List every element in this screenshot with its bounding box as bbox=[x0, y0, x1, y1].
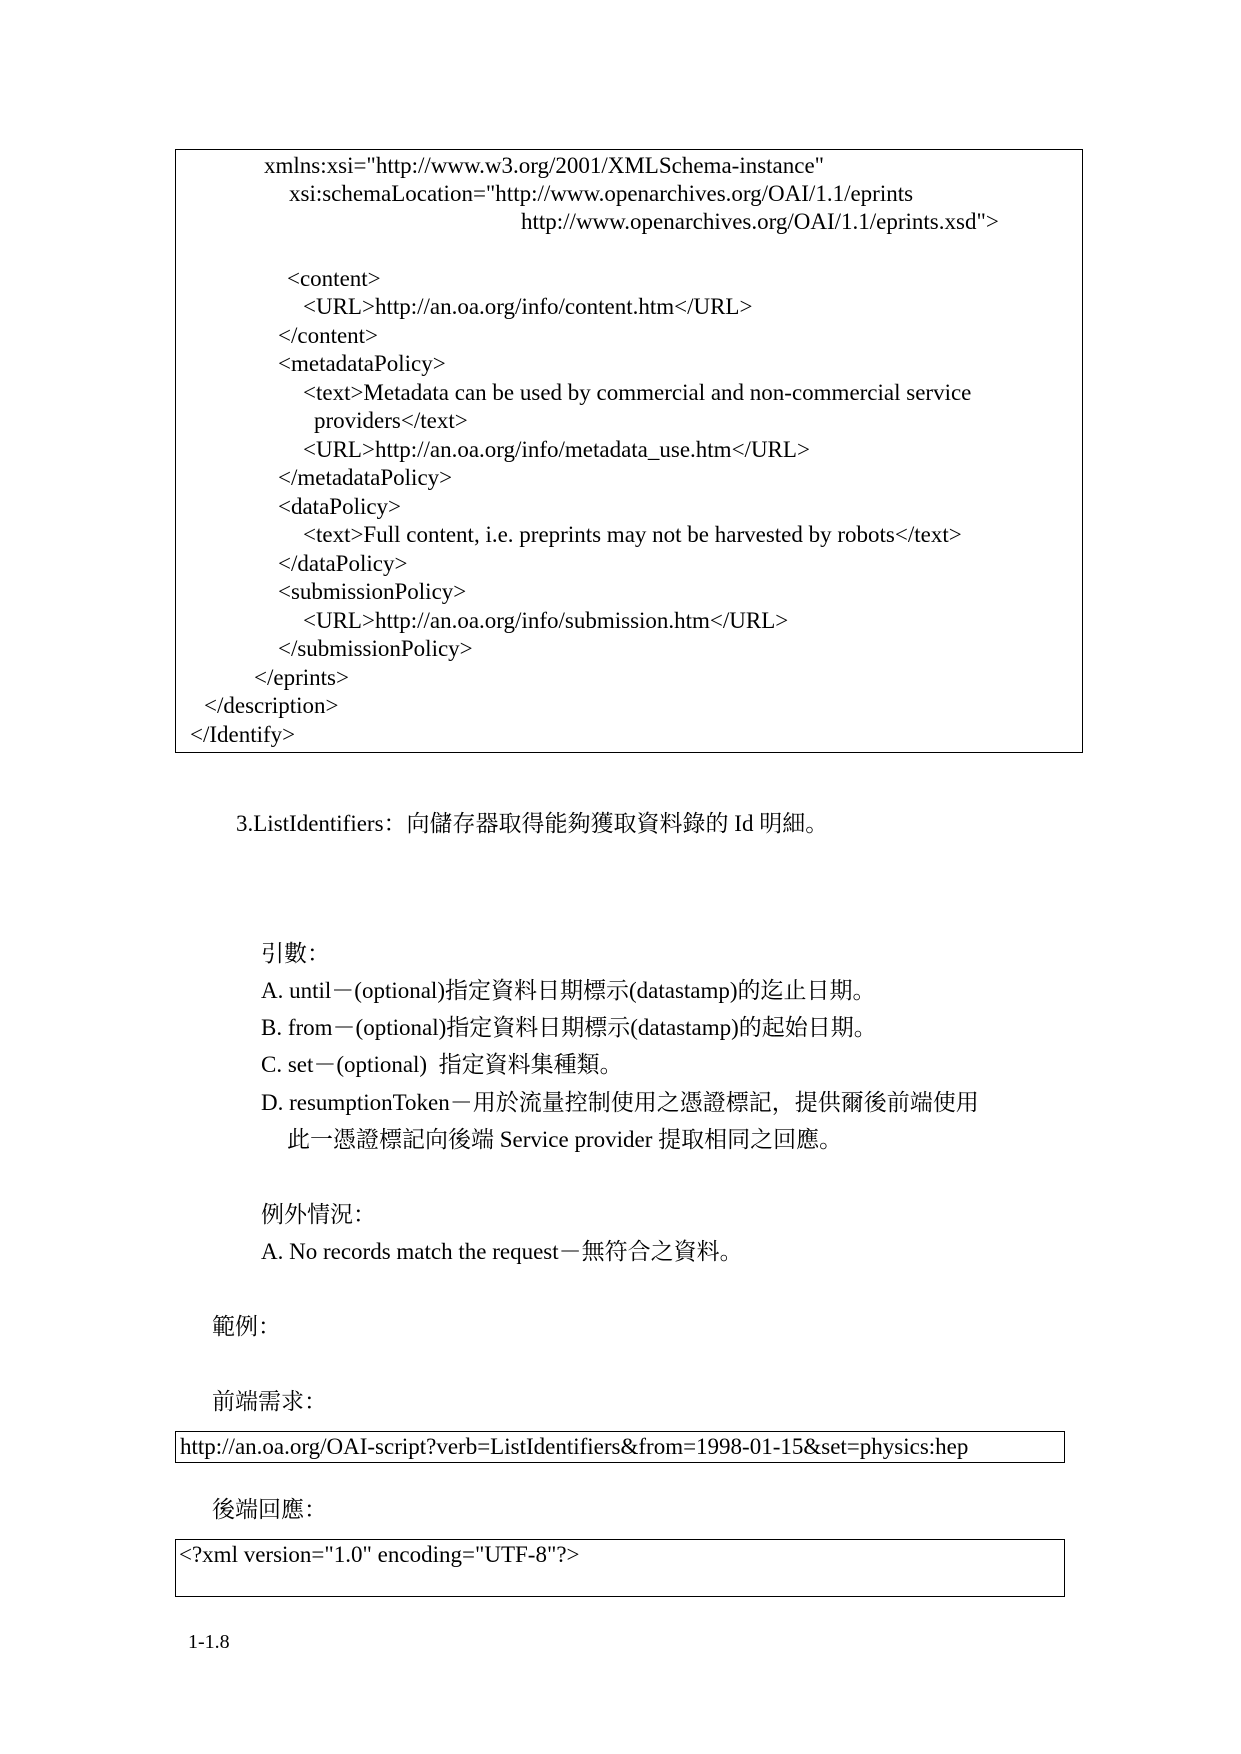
argument-item: C. set－(optional) 指定資料集種類。 bbox=[261, 1052, 623, 1077]
code-line: <content> bbox=[287, 266, 381, 291]
argument-item: B. from－(optional)指定資料日期標示(datastamp)的起始日期。 bbox=[261, 1015, 877, 1040]
code-line: </Identify> bbox=[190, 722, 296, 747]
code-line: </metadataPolicy> bbox=[278, 465, 453, 490]
code-line: </content> bbox=[278, 323, 379, 348]
page-number: 1-1.8 bbox=[188, 1631, 230, 1653]
response-label: 後端回應： bbox=[212, 1497, 327, 1522]
code-line: providers</text> bbox=[314, 408, 468, 433]
argument-item: A. until－(optional)指定資料日期標示(datastamp)的迄止日期。 bbox=[261, 978, 876, 1003]
code-line: <URL>http://an.oa.org/info/content.htm</URL> bbox=[303, 294, 753, 319]
argument-item-continued: 此一憑證標記向後端 Service provider 提取相同之回應。 bbox=[287, 1127, 843, 1152]
code-line: http://www.openarchives.org/OAI/1.1/eprints.xsd"> bbox=[521, 209, 999, 234]
code-line: <metadataPolicy> bbox=[278, 351, 446, 376]
request-url-box bbox=[175, 1431, 1065, 1463]
code-line: xmlns:xsi="http://www.w3.org/2001/XMLSchema-instance" bbox=[264, 153, 825, 178]
code-line: <dataPolicy> bbox=[278, 494, 402, 519]
code-line: <URL>http://an.oa.org/info/submission.htm</URL> bbox=[303, 608, 789, 633]
code-line: </dataPolicy> bbox=[278, 551, 408, 576]
arguments-label: 引數： bbox=[261, 941, 330, 966]
code-line: <submissionPolicy> bbox=[278, 579, 467, 604]
argument-item: D. resumptionToken－用於流量控制使用之憑證標記，提供爾後前端使用 bbox=[261, 1090, 979, 1115]
response-xml-line: <?xml version="1.0" encoding="UTF-8"?> bbox=[179, 1542, 580, 1567]
code-line: </eprints> bbox=[254, 665, 349, 690]
code-line: <text>Metadata can be used by commercial and non-commercial service bbox=[303, 380, 972, 405]
example-label: 範例： bbox=[212, 1314, 281, 1339]
exceptions-label: 例外情況： bbox=[261, 1202, 376, 1227]
request-label: 前端需求： bbox=[212, 1389, 327, 1414]
code-line: xsi:schemaLocation="http://www.openarchives.org/OAI/1.1/eprints bbox=[289, 181, 914, 206]
code-line: <text>Full content, i.e. preprints may not be harvested by robots</text> bbox=[303, 522, 962, 547]
code-line: </description> bbox=[204, 693, 339, 718]
request-url: http://an.oa.org/OAI-script?verb=ListIdentifiers&from=1998-01-15&set=physics:hep bbox=[180, 1434, 969, 1459]
exception-item: A. No records match the request－無符合之資料。 bbox=[261, 1239, 743, 1264]
response-code-box bbox=[175, 1539, 1065, 1597]
xml-code-box bbox=[175, 149, 1083, 753]
section-heading: 3.ListIdentifiers：向儲存器取得能夠獲取資料錄的 Id 明細。 bbox=[236, 811, 829, 836]
code-line: <URL>http://an.oa.org/info/metadata_use.htm</URL> bbox=[303, 437, 810, 462]
code-line: </submissionPolicy> bbox=[278, 636, 473, 661]
